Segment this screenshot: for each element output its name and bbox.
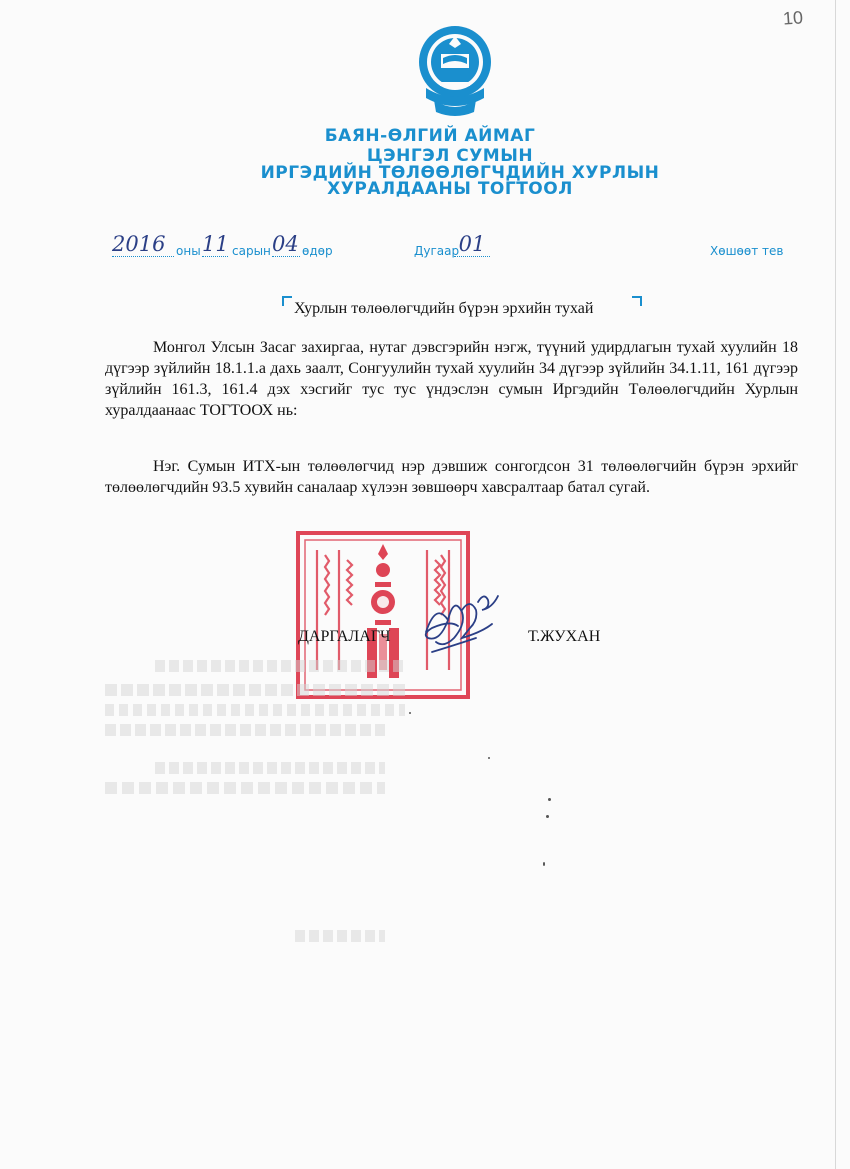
date-year: 2016 [112,232,174,257]
bleed-through-line [105,704,405,716]
header-togtool: ХУРАЛДААНЫ ТОГТООЛ [327,179,573,199]
date-month-suffix: сарын [232,244,271,258]
bleed-through-line [295,930,385,942]
bleed-through-line [105,684,405,696]
date-year-suffix: оны [176,244,201,258]
number-label: Дугаар [414,244,460,258]
subject-block [282,296,642,326]
handwritten-signature-icon [412,580,522,670]
document-number: 01 [454,232,490,257]
scan-speck [543,862,545,866]
scan-speck [548,798,551,801]
document-place: Хөшөөт тев [710,244,784,258]
scan-edge [835,0,836,1169]
header-aimag: БАЯН-ӨЛГИЙ АЙМАГ [324,126,536,146]
body-paragraph-1: Монгол Улсын Засаг захиргаа, нутаг дэвсгэрийн нэгж, түүний удирдлагын тухай хуулийн 18 дүгээр зүйлийн 18.1.1.а дахь заалт, Сонгуулийн тухай хуулийн 34 дүгээр зүйлийн 34.1.11, 161 дүгээр зүйлийн 161.3, 161.4 дэх хэсгийг тус тус үндэслэн сумын Иргэдийн Төлөөлөгчдийн Хурлын хуралдаанаас ТОГТООХ нь: [105,339,798,419]
header-khural: ИРГЭДИЙН ТӨЛӨӨЛӨГЧДИЙН ХУРЛЫН [260,163,660,183]
bleed-through-line [105,724,385,736]
date-line [112,232,792,262]
date-day-suffix: өдөр [302,244,333,258]
state-emblem-icon [414,18,496,118]
bleed-through-line [155,762,385,774]
signatory-title: ДАРГАЛАГЧ [298,628,391,645]
signatory-name: Т.ЖУХАН [528,628,601,645]
page-number: 10 [782,7,804,29]
bracket-corner-left [282,296,292,306]
document-subject: Хурлын төлөөлөгчдийн бүрэн эрхийн тухай [294,300,594,317]
body-paragraph-2: Нэг. Сумын ИТХ-ын төлөөлөгчид нэр дэвшиж сонгогдсон 31 төлөөлөгчийн бүрэн эрхийг төлөөлөгчдийн 93.5 хувийн саналаар хүлээн зөвшөөрч хавсралтаар батал сугай. [105,458,798,496]
date-month: 11 [202,232,229,256]
bracket-corner-right [632,296,642,306]
scan-speck [409,712,411,714]
bleed-through-line [155,660,405,672]
bleed-through-line [105,782,385,794]
scan-speck [546,815,549,818]
header-sum: ЦЭНГЭЛ СУМЫН [366,146,534,166]
date-day: 04 [272,232,299,256]
scan-speck [488,757,490,759]
